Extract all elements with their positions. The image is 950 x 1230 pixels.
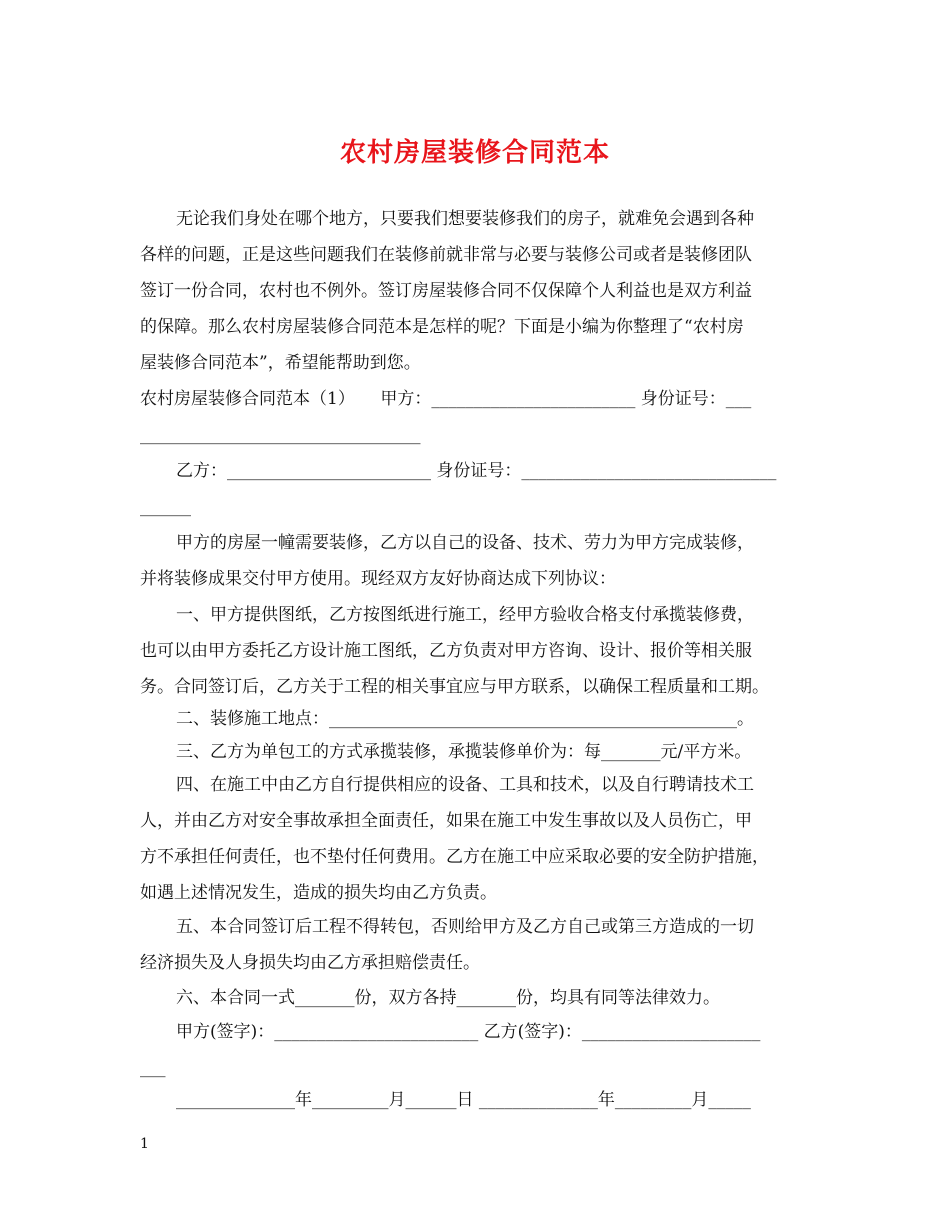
paragraph-line: 屋装修合同范本”，希望能帮助到您。 <box>140 353 421 373</box>
blank-line: _________________________________ <box>140 425 421 445</box>
paragraph-line: 无论我们身处在哪个地方，只要我们想要装修我们的房子，就难免会遇到各种 <box>176 209 754 229</box>
clause-line: 方不承担任何责任，也不垫付任何费用。乙方在施工中应采取必要的安全防护措施， <box>140 847 769 867</box>
page-number: 1 <box>140 1136 149 1152</box>
clause-line: 六、本合同一式_______份，双方各持_______份，均具有同等法律效力。 <box>176 988 720 1008</box>
clause-line: 五、本合同签订后工程不得转包，否则给甲方及乙方自己或第三方造成的一切 <box>176 917 754 937</box>
clause-line: 如遇上述情况发生，造成的损失均由乙方负责。 <box>140 883 497 903</box>
paragraph-line: 并将装修成果交付甲方使用。现经双方友好协商达成下列协议： <box>140 569 616 589</box>
clause-line: 经济损失及人身损失均由乙方承担赔偿责任。 <box>140 953 480 973</box>
paragraph-line: 甲方的房屋一幢需要装修，乙方以自己的设备、技术、劳力为甲方完成装修， <box>176 533 754 553</box>
paragraph-line: 签订一份合同，农村也不例外。签订房屋装修合同不仅保障个人利益也是双方利益 <box>140 281 752 301</box>
party-a-line: 农村房屋装修合同范本（1） 甲方：________________________ 身份证号：___ <box>140 389 752 409</box>
document-title: 农村房屋装修合同范本 <box>339 138 610 168</box>
party-b-line: 乙方：________________________ 身份证号：______________________________ <box>176 461 777 481</box>
paragraph-line: 各样的问题，正是这些问题我们在装修前就非常与必要与装修公司或者是装修团队 <box>140 245 752 265</box>
blank-line: ___ <box>140 1058 166 1078</box>
clause-line: 一、甲方提供图纸，乙方按图纸进行施工，经甲方验收合格支付承揽装修费， <box>176 605 754 625</box>
clause-line: 四、在施工中由乙方自行提供相应的设备、工具和技术，以及自行聘请技术工 <box>176 775 754 795</box>
clause-line: 二、装修施工地点：________________________________________________。 <box>176 709 754 729</box>
clause-line: 人，并由乙方对安全事故承担全面责任，如果在施工中发生事故以及人员伤亡，甲 <box>140 811 752 831</box>
date-line: ______________年_________月______日 ______________年_________月_____ <box>176 1090 751 1110</box>
signature-line: 甲方(签字)：________________________ 乙方(签字)：_____________________ <box>176 1022 761 1042</box>
clause-line: 务。合同签订后，乙方关于工程的相关事宜应与甲方联系，以确保工程质量和工期。 <box>140 677 769 697</box>
blank-line: ______ <box>140 497 191 517</box>
clause-line: 也可以由甲方委托乙方设计施工图纸，乙方负责对甲方咨询、设计、报价等相关服 <box>140 641 752 661</box>
paragraph-line: 的保障。那么农村房屋装修合同范本是怎样的呢？下面是小编为你整理了“农村房 <box>140 317 744 337</box>
clause-line: 三、乙方为单包工的方式承揽装修，承揽装修单价为：每_______元/平方米。 <box>176 742 752 762</box>
